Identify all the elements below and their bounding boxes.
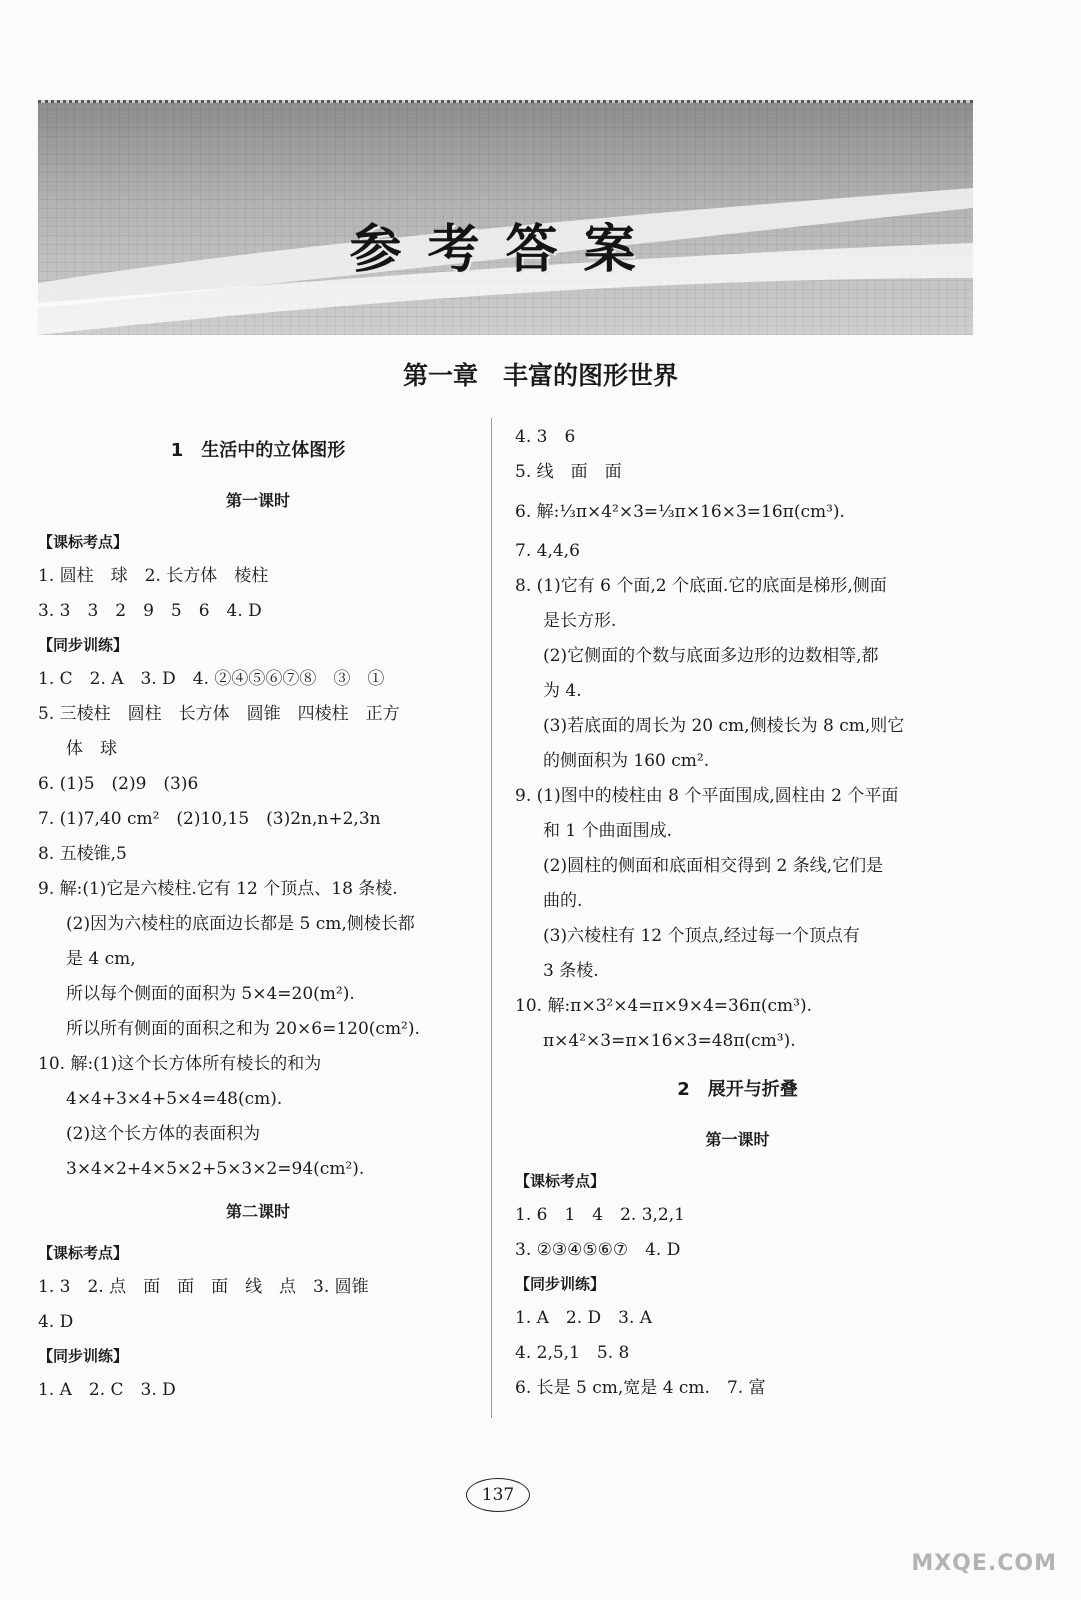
watermark: MXQE.COM — [911, 1551, 1057, 1576]
answer-line: 1. A 2. C 3. D — [38, 1380, 176, 1400]
answer-line: 曲的. — [543, 891, 583, 911]
answer-line: (2)这个长方体的表面积为 — [66, 1124, 261, 1144]
answer-line: 10. 解:(1)这个长方体所有棱长的和为 — [38, 1054, 322, 1074]
answer-line: 4×4+3×4+5×4=48(cm). — [66, 1089, 283, 1109]
answer-line: 的侧面积为 160 cm². — [543, 751, 710, 771]
answer-line: 是 4 cm, — [66, 949, 136, 969]
answer-line: 4. D — [38, 1312, 74, 1332]
answer-line: 7. 4,4,6 — [515, 541, 580, 561]
answer-line: 7. (1)7,40 cm² (2)10,15 (3)2n,n+2,3n — [38, 809, 381, 829]
answer-line: 6. (1)5 (2)9 (3)6 — [38, 774, 199, 794]
answer-line: 9. (1)图中的棱柱由 8 个平面围成,圆柱由 2 个平面 — [515, 786, 899, 806]
answer-line: (2)它侧面的个数与底面多边形的边数相等,都 — [543, 646, 879, 666]
section-tag: 【课标考点】 — [38, 533, 129, 551]
answer-line: 6. 长是 5 cm,宽是 4 cm. 7. 富 — [515, 1378, 766, 1398]
section-tag: 【同步训练】 — [515, 1275, 606, 1293]
chapter-title: 第一章 丰富的图形世界 — [402, 361, 678, 390]
banner-title: 参考答案 — [349, 220, 662, 280]
answer-line: 8. (1)它有 6 个面,2 个底面.它的底面是梯形,侧面 — [515, 576, 887, 596]
header-banner — [38, 100, 973, 335]
section-tag: 【同步训练】 — [38, 636, 129, 654]
answer-line: 4. 2,5,1 5. 8 — [515, 1343, 630, 1363]
answer-line: 10. 解:π×3²×4=π×9×4=36π(cm³). — [515, 996, 812, 1016]
lesson-heading: 第一课时 — [225, 491, 290, 510]
answer-line: (3)若底面的周长为 20 cm,侧棱长为 8 cm,则它 — [543, 716, 905, 736]
page-number: 137 — [466, 1478, 530, 1512]
answer-line: 1. 6 1 4 2. 3,2,1 — [515, 1205, 685, 1225]
lesson-heading: 第一课时 — [705, 1130, 770, 1149]
answer-line: 是长方形. — [543, 611, 617, 631]
answer-line: 1. 3 2. 点 面 面 面 线 点 3. 圆锥 — [38, 1277, 369, 1297]
section-tag: 【课标考点】 — [515, 1172, 606, 1190]
answer-line: 3 条棱. — [543, 961, 599, 981]
answer-line: 6. 解:⅓π×4²×3=⅓π×16×3=16π(cm³). — [515, 502, 845, 522]
section-heading: 2 展开与折叠 — [677, 1079, 798, 1100]
answer-line: 所以每个侧面的面积为 5×4=20(m²). — [66, 984, 355, 1004]
answer-line: 体 球 — [66, 739, 117, 759]
section-tag: 【同步训练】 — [38, 1347, 129, 1365]
lesson-heading: 第二课时 — [225, 1202, 290, 1221]
answer-line: π×4²×3=π×16×3=48π(cm³). — [543, 1031, 796, 1051]
answer-line: 和 1 个曲面围成. — [543, 821, 673, 841]
answer-line: (2)圆柱的侧面和底面相交得到 2 条线,它们是 — [543, 856, 884, 876]
right-column — [515, 420, 960, 1406]
answer-line: 1. A 2. D 3. A — [515, 1308, 653, 1328]
answer-line: 3×4×2+4×5×2+5×3×2=94(cm²). — [66, 1159, 365, 1179]
section-heading: 1 生活中的立体图形 — [170, 440, 346, 461]
left-column — [38, 420, 478, 1408]
answer-line: 9. 解:(1)它是六棱柱.它有 12 个顶点、18 条棱. — [38, 879, 398, 899]
answer-line: 所以所有侧面的面积之和为 20×6=120(cm²). — [66, 1019, 420, 1039]
answer-line: 8. 五棱锥,5 — [38, 844, 127, 864]
answer-line: (3)六棱柱有 12 个顶点,经过每一个顶点有 — [543, 926, 860, 946]
answer-line: 3. 3 3 2 9 5 6 4. D — [38, 601, 262, 621]
answer-line: 为 4. — [543, 681, 582, 701]
answer-line: (2)因为六棱柱的底面边长都是 5 cm,侧棱长都 — [66, 914, 415, 934]
section-tag: 【课标考点】 — [38, 1244, 129, 1262]
answer-line: 5. 线 面 面 — [515, 462, 622, 482]
answer-line: 1. 圆柱 球 2. 长方体 棱柱 — [38, 566, 269, 586]
answer-line: 5. 三棱柱 圆柱 长方体 圆锥 四棱柱 正方 — [38, 704, 400, 724]
answer-line: 4. 3 6 — [515, 427, 576, 447]
answer-line: 1. C 2. A 3. D 4. ②④⑤⑥⑦⑧ ③ ① — [38, 669, 385, 689]
answer-line: 3. ②③④⑤⑥⑦ 4. D — [515, 1240, 681, 1260]
column-divider — [491, 418, 492, 1418]
